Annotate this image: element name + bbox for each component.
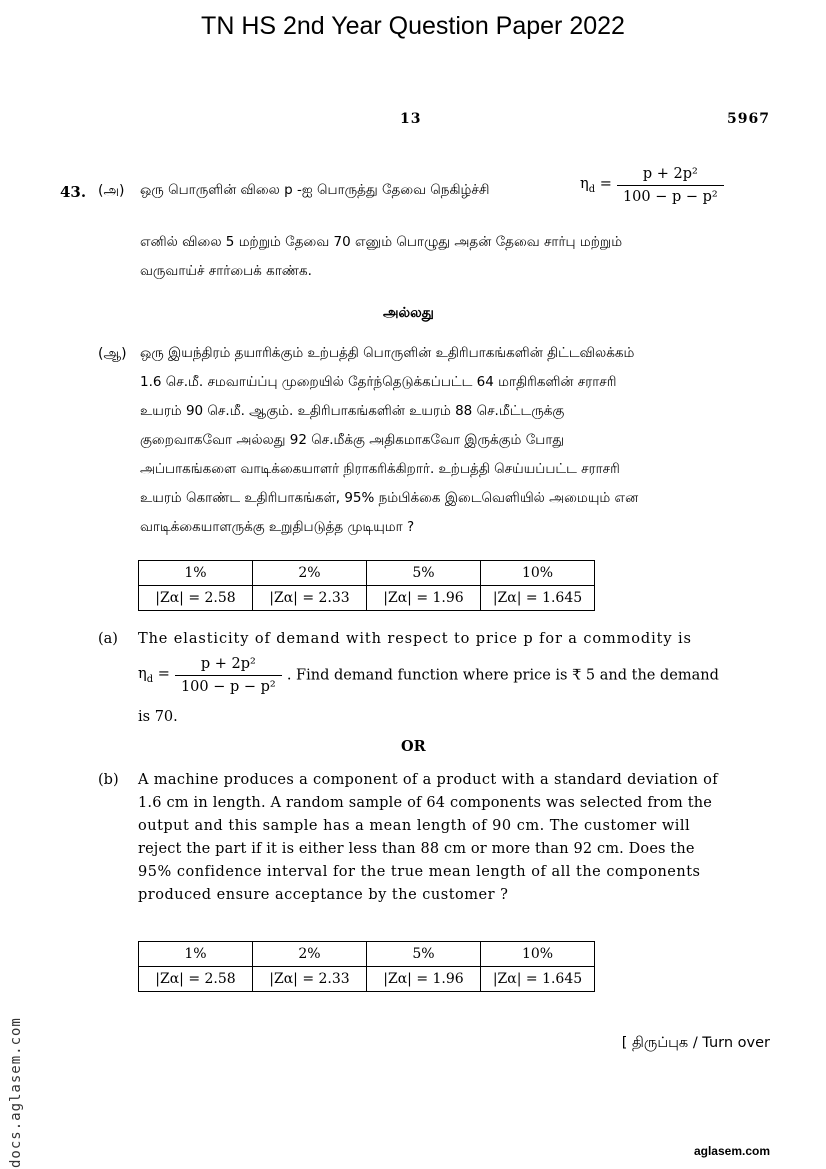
- eta-symbol: η: [138, 666, 147, 683]
- tamil-a-line3: வருவாய்ச் சார்பைக் காண்க.: [140, 263, 312, 279]
- z-table-cell: |Zα| = 1.96: [367, 967, 481, 992]
- side-watermark: docs.aglasem.com: [8, 1017, 24, 1168]
- z-table-cell: |Zα| = 1.96: [367, 586, 481, 611]
- z-table-header-row: [139, 561, 595, 586]
- english-a-label: (a): [98, 631, 118, 647]
- equals-sign: =: [599, 176, 612, 193]
- english-b-line: 95% confidence interval for the true mean length of all the components: [138, 864, 701, 880]
- tamil-b-line: வாடிக்கையாளருக்கு உறுதிபடுத்த முடியுமா ?: [140, 519, 415, 535]
- tamil-a-line1: ஒரு பொருளின் விலை p -ஐ பொருத்து தேவை நெகிழ்ச்சி: [140, 182, 490, 198]
- z-table-cell: |Zα| = 2.58: [139, 586, 253, 611]
- fraction-numerator: p + 2p²: [642, 166, 698, 182]
- z-table-value-row: [139, 586, 595, 611]
- z-table-header: 10%: [481, 942, 595, 967]
- z-table-cell: |Zα| = 2.33: [253, 967, 367, 992]
- z-table: [138, 560, 595, 611]
- z-table-header: 2%: [253, 561, 367, 586]
- tamil-or: அல்லது: [383, 305, 434, 321]
- english-b-line: produced ensure acceptance by the customer ?: [138, 887, 509, 903]
- z-table-header: 5%: [367, 561, 481, 586]
- tamil-b-line: உயரம் கொண்ட உதிரிபாகங்கள், 95% நம்பிக்கை இடைவெளியில் அமையும் என: [140, 490, 639, 506]
- eta-symbol: η: [580, 176, 589, 193]
- tamil-a-formula: [580, 166, 724, 205]
- z-table-header: 1%: [139, 561, 253, 586]
- tamil-b-label: (ஆ): [98, 346, 127, 362]
- z-table-header: 2%: [253, 942, 367, 967]
- question-number: 43.: [60, 183, 87, 201]
- tamil-a-line2: எனில் விலை 5 மற்றும் தேவை 70 எனும் பொழுது அதன் தேவை சார்பு மற்றும்: [140, 234, 623, 250]
- z-table-cell: |Zα| = 2.58: [139, 967, 253, 992]
- eta-subscript: d: [146, 673, 154, 685]
- english-b-line: A machine produces a component of a product with a standard deviation of: [138, 772, 718, 788]
- equals-sign: =: [157, 666, 170, 683]
- english-b-line: output and this sample has a mean length of 90 cm. The customer will: [138, 818, 691, 834]
- z-table-header-row: [139, 942, 595, 967]
- tamil-b-line: உயரம் 90 செ.மீ. ஆகும். உதிரிபாகங்களின் உயரம் 88 செ.மீட்டருக்கு: [140, 403, 565, 419]
- z-table-header: 10%: [481, 561, 595, 586]
- english-b-line: 1.6 cm in length. A random sample of 64 components was selected from the: [138, 795, 713, 811]
- z-table-header: 1%: [139, 942, 253, 967]
- tamil-a-label: (அ): [98, 183, 125, 199]
- tamil-b-line: 1.6 செ.மீ. சமவாய்ப்பு முறையில் தேர்ந்தெடுக்கப்பட்ட 64 மாதிரிகளின் சராசரி: [140, 374, 617, 390]
- z-table-value-row: [139, 967, 595, 992]
- z-table-header: 5%: [367, 942, 481, 967]
- fraction-denominator: 100 − p − p²: [617, 185, 724, 205]
- page-number: 13: [400, 111, 422, 127]
- page-title: TN HS 2nd Year Question Paper 2022: [201, 12, 625, 40]
- z-table-cell: |Zα| = 1.645: [481, 586, 595, 611]
- tamil-b-line: அப்பாகங்களை வாடிக்கையாளர் நிராகரிக்கிறார். உற்பத்தி செய்யப்பட்ட சராசரி: [140, 461, 620, 477]
- english-a-line1: The elasticity of demand with respect to price p for a commodity is: [138, 631, 692, 647]
- corner-watermark: aglasem.com: [693, 1144, 770, 1158]
- z-table: [138, 941, 595, 992]
- english-b-label: (b): [98, 772, 119, 788]
- tamil-b-line: குறைவாகவோ அல்லது 92 செ.மீக்கு அதிகமாகவோ இருக்கும் போது: [140, 432, 565, 448]
- english-a-after-fraction: . Find demand function where price is ₹ 5 and the demand: [286, 667, 719, 684]
- paper-code: 5967: [727, 111, 770, 127]
- english-b-line: reject the part if it is either less than 88 cm or more than 92 cm. Does the: [138, 841, 695, 857]
- english-or: OR: [401, 738, 426, 755]
- z-table-cell: |Zα| = 1.645: [481, 967, 595, 992]
- fraction-denominator: 100 − p − p²: [175, 675, 282, 695]
- english-a-formula-line: [138, 656, 719, 695]
- eta-subscript: d: [588, 183, 596, 195]
- english-a-line3: is 70.: [138, 709, 178, 725]
- fraction-numerator: p + 2p²: [200, 656, 256, 672]
- turn-over-note: [ திருப்புக / Turn over: [621, 1035, 770, 1051]
- z-table-cell: |Zα| = 2.33: [253, 586, 367, 611]
- tamil-b-line: ஒரு இயந்திரம் தயாரிக்கும் உற்பத்தி பொருளின் உதிரிபாகங்களின் திட்டவிலக்கம்: [140, 345, 635, 361]
